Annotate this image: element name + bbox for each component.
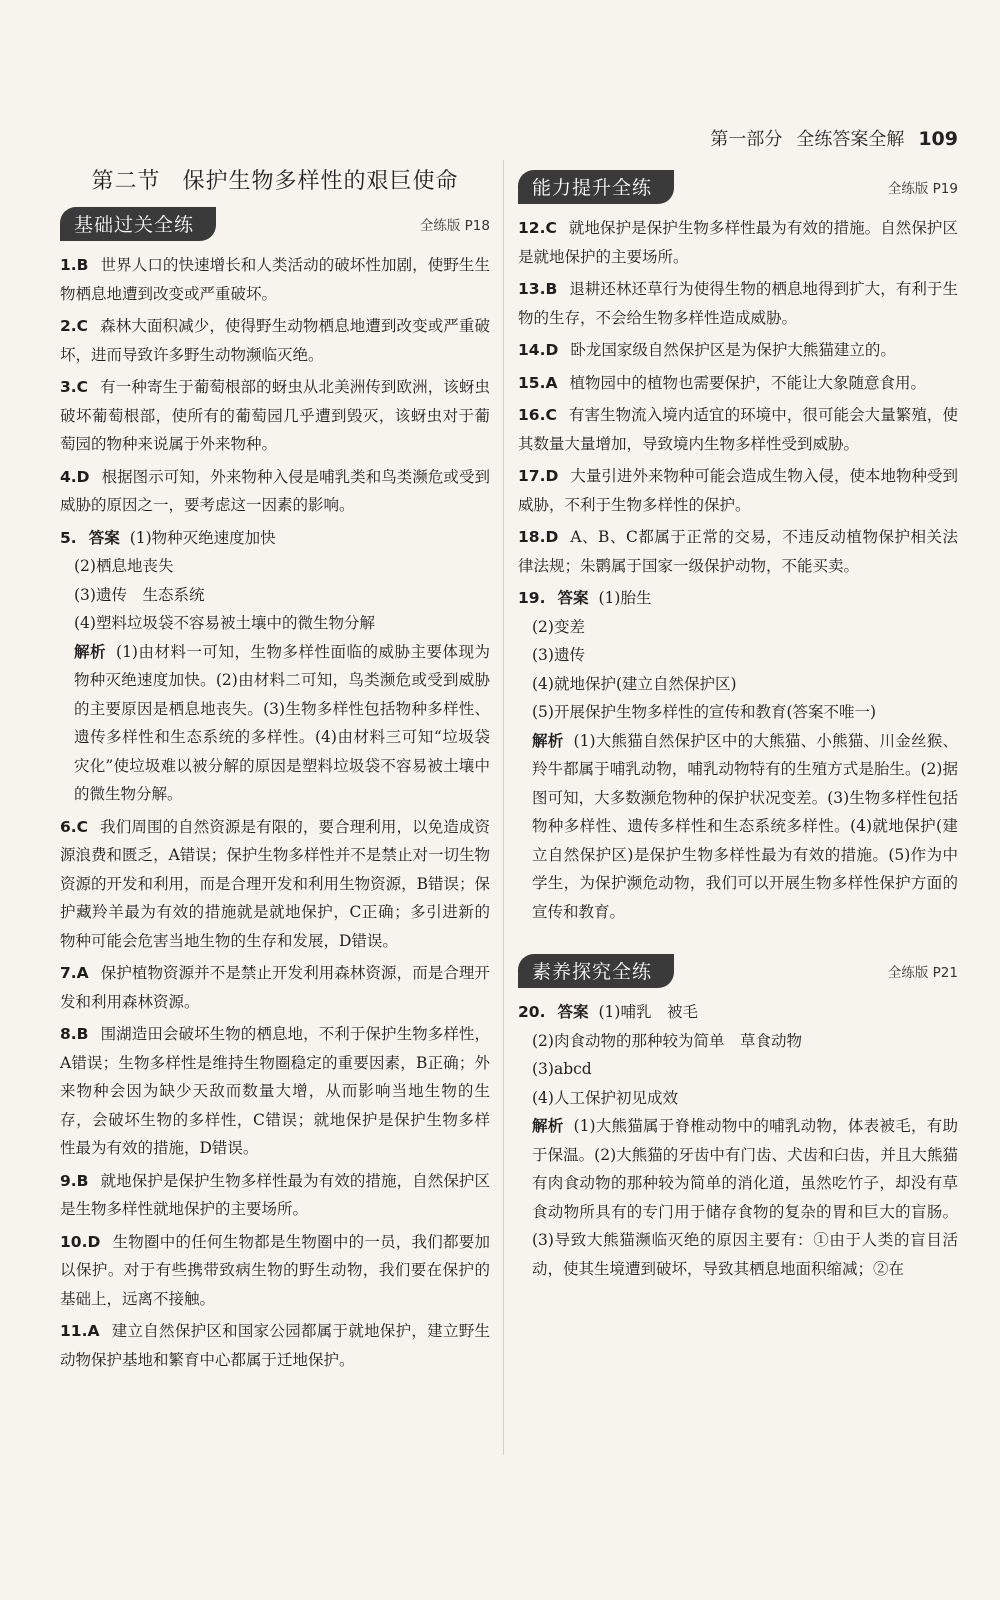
right-column bbox=[518, 158, 958, 1287]
analysis-label: 解析 bbox=[74, 642, 107, 661]
answer-text: 围湖造田会破坏生物的栖息地，不利于保护生物多样性，A错误；生物多样性是维持生物圈稳定的重要因素，B正确；外来物种会因为缺少天敌而数量大增，从而影响当地生物的生存，会破坏生物的多样性，C错误；就地保护是保护生物多样性最为有效的措施，D错误。 bbox=[60, 1025, 490, 1157]
answer-text: 生物圈中的任何生物都是生物圈中的一员，我们都要加以保护。对于有些携带致病生物的野生动物，我们要在保护的基础上，远离不接触。 bbox=[60, 1232, 490, 1308]
answer-item-12 bbox=[518, 214, 958, 271]
answer-number: 3.C bbox=[60, 378, 89, 396]
answer-text: 建立自然保护区和国家公园都属于就地保护，建立野生动物保护基地和繁育中心都属于迁地保护。 bbox=[60, 1322, 490, 1369]
basic-version: 全练版 P18 bbox=[419, 218, 490, 234]
answer-label: 答案 bbox=[557, 1003, 589, 1021]
answer-number: 14.D bbox=[518, 341, 559, 359]
answer-text: 根据图示可知，外来物种入侵是哺乳类和鸟类濒危或受到威胁的原因之一，要考虑这一因素的影响。 bbox=[60, 467, 490, 514]
answer-item-2 bbox=[60, 312, 490, 369]
answer-item-6 bbox=[60, 813, 490, 956]
answer-number: 20. bbox=[518, 1003, 546, 1021]
running-head bbox=[710, 125, 958, 151]
answer-part-1: (1)物种灭绝速度加快 bbox=[129, 528, 276, 547]
answer-number: 19. bbox=[518, 589, 546, 607]
answer-item-13 bbox=[518, 275, 958, 332]
answer-text: 大量引进外来物种可能会造成生物入侵，使本地物种受到威胁，不利于生物多样性的保护。 bbox=[518, 467, 958, 514]
answer-item-20 bbox=[518, 998, 958, 1283]
answer-part-2: (2)肉食动物的那种较为简单 草食动物 bbox=[532, 1031, 802, 1050]
answer-item-14 bbox=[518, 336, 958, 365]
answer-part-5: (5)开展保护生物多样性的宣传和教育(答案不唯一) bbox=[532, 703, 877, 721]
basic-banner bbox=[60, 207, 490, 241]
analysis-text: (1)大熊猫自然保护区中的大熊猫、小熊猫、川金丝猴、羚牛都属于哺乳动物，哺乳动物特有的生殖方式是胎生。(2)据图可知，大多数濒危物种的保护状况变差。(3)生物多样性包括物种多样性、遗传多样性和生态系统多样性。(4)就地保护(建立自然保护区)是保护生物多样性最为有效的措施。(5)作为中学生，为保护濒危动物，我们可以开展生物多样性保护方面的宣传和教育。 bbox=[532, 731, 958, 921]
answer-text: 保护植物资源并不是禁止开发利用森林资源，而是合理开发和利用森林资源。 bbox=[60, 964, 490, 1011]
answer-number: 9.B bbox=[60, 1171, 89, 1190]
answer-number: 4.D bbox=[60, 467, 90, 486]
book-title: 全练答案全解 bbox=[796, 129, 905, 150]
answer-number: 13.B bbox=[518, 280, 558, 298]
section-number: 第二节 bbox=[91, 169, 161, 194]
analysis-block bbox=[518, 727, 958, 927]
answer-number: 6.C bbox=[60, 817, 89, 836]
answer-text: 有一种寄生于葡萄根部的蚜虫从北美洲传到欧洲，该蚜虫破坏葡萄根部，使所有的葡萄园几乎遭到毁灭，该蚜虫对于葡萄园的物种来说属于外来物种。 bbox=[60, 378, 490, 453]
answer-text: 植物园中的植物也需要保护，不能让大象随意食用。 bbox=[569, 373, 926, 392]
answer-item-18 bbox=[518, 523, 958, 580]
spacer bbox=[518, 930, 958, 950]
answer-part-3: (3)abcd bbox=[532, 1060, 592, 1078]
answer-part-2: (2)栖息地丧失 bbox=[74, 557, 174, 575]
answer-text: 有害生物流入境内适宜的环境中，很可能会大量繁殖，使其数量大量增加，导致境内生物多样性受到威胁。 bbox=[518, 406, 958, 453]
answer-text: 世界人口的快速增长和人类活动的破坏性加剧，使野生生物栖息地遭到改变或严重破坏。 bbox=[60, 256, 490, 303]
answer-label: 答案 bbox=[88, 528, 120, 547]
page-number: 109 bbox=[918, 128, 958, 150]
answer-part-4: (4)就地保护(建立自然保护区) bbox=[532, 674, 737, 693]
answer-item-9 bbox=[60, 1167, 490, 1224]
answer-number: 12.C bbox=[518, 219, 557, 237]
answer-number: 1.B bbox=[60, 256, 89, 274]
answer-number: 18.D bbox=[518, 528, 559, 546]
answer-item-15 bbox=[518, 369, 958, 398]
section-title bbox=[60, 164, 490, 195]
analysis-label: 解析 bbox=[532, 1117, 564, 1135]
answer-number: 7.A bbox=[60, 964, 89, 982]
analysis-text: (1)由材料一可知，生物多样性面临的威胁主要体现为物种灭绝速度加快。(2)由材料二可知，鸟类濒危或受到威胁的主要原因是栖息地丧失。(3)生物多样性包括物种多样性、遗传多样性和生态系统的多样性。(4)由材料三可知“垃圾袋灾化”使垃圾难以被分解的原因是塑料垃圾袋不容易被土壤中的微生物分解。 bbox=[74, 642, 490, 803]
section-name: 保护生物多样性的艰巨使命 bbox=[182, 169, 459, 194]
answer-item-17 bbox=[518, 462, 958, 519]
answer-item-1 bbox=[60, 251, 490, 308]
analysis-block bbox=[60, 638, 490, 809]
answer-part-1: (1)胎生 bbox=[598, 589, 652, 607]
answer-part-3: (3)遗传 生态系统 bbox=[74, 585, 205, 604]
analysis-block bbox=[518, 1112, 958, 1283]
analysis-label: 解析 bbox=[532, 731, 564, 750]
answer-text: A、B、C都属于正常的交易，不违反动植物保护相关法律法规；朱鹮属于国家一级保护动物，不能买卖。 bbox=[518, 528, 958, 575]
answer-item-3 bbox=[60, 373, 490, 459]
literacy-banner bbox=[518, 954, 958, 988]
answer-number: 10.D bbox=[60, 1232, 101, 1251]
answer-item-10 bbox=[60, 1228, 490, 1314]
literacy-tag: 素养探究全练 bbox=[518, 954, 674, 988]
answer-number: 11.A bbox=[60, 1322, 100, 1340]
answer-item-4 bbox=[60, 463, 490, 520]
analysis-text: (1)大熊猫属于脊椎动物中的哺乳动物，体表被毛，有助于保温。(2)大熊猫的牙齿中有门齿、犬齿和臼齿，并且大熊猫有肉食动物的那种较为简单的消化道，虽然吃竹子，却没有草食动物所具有的专门用于储存食物的复杂的胃和巨大的盲肠。(3)导致大熊猫濒临灭绝的原因主要有：①由于人类的盲目活动，使其生境遭到破坏，导致其栖息地面积缩减；②在 bbox=[532, 1117, 958, 1278]
column-divider bbox=[503, 160, 504, 1455]
answer-part-4: (4)塑料垃圾袋不容易被土壤中的微生物分解 bbox=[74, 614, 375, 632]
answer-part-1: (1)哺乳 被毛 bbox=[598, 1003, 698, 1021]
answer-text: 就地保护是保护生物多样性最为有效的措施，自然保护区是生物多样性就地保护的主要场所。 bbox=[60, 1171, 490, 1218]
basic-tag: 基础过关全练 bbox=[60, 207, 216, 241]
ability-banner bbox=[518, 170, 958, 204]
literacy-version: 全练版 P21 bbox=[887, 965, 958, 981]
answer-number: 5. bbox=[60, 528, 77, 547]
answer-number: 2.C bbox=[60, 317, 89, 335]
ability-tag: 能力提升全练 bbox=[518, 170, 674, 204]
answer-number: 15.A bbox=[518, 373, 558, 392]
answer-item-5 bbox=[60, 524, 490, 809]
answer-item-19 bbox=[518, 584, 958, 926]
answer-text: 森林大面积减少，使得野生动物栖息地遭到改变或严重破坏，进而导致许多野生动物濒临灭绝。 bbox=[60, 317, 490, 364]
answer-number: 17.D bbox=[518, 467, 559, 485]
answer-part-4: (4)人工保护初见成效 bbox=[532, 1088, 678, 1107]
answer-text: 就地保护是保护生物多样性最为有效的措施。自然保护区是就地保护的主要场所。 bbox=[518, 219, 958, 266]
answer-part-2: (2)变差 bbox=[532, 617, 585, 636]
part-label: 第一部分 bbox=[710, 129, 783, 150]
answer-text: 退耕还林还草行为使得生物的栖息地得到扩大，有利于生物的生存，不会给生物多样性造成威胁。 bbox=[518, 280, 958, 327]
answer-number: 8.B bbox=[60, 1025, 89, 1043]
answer-item-11 bbox=[60, 1317, 490, 1374]
left-column bbox=[60, 158, 490, 1378]
answer-text: 卧龙国家级自然保护区是为保护大熊猫建立的。 bbox=[570, 341, 896, 359]
answer-item-16 bbox=[518, 401, 958, 458]
ability-version: 全练版 P19 bbox=[887, 181, 958, 197]
answer-label: 答案 bbox=[557, 589, 589, 607]
answer-item-7 bbox=[60, 959, 490, 1016]
answer-item-8 bbox=[60, 1020, 490, 1163]
answer-text: 我们周围的自然资源是有限的，要合理利用，以免造成资源浪费和匮乏，A错误；保护生物多样性并不是禁止对一切生物资源的开发和利用，而是合理开发和利用生物资源，B错误；保护藏羚羊最为有效的措施就是就地保护，C正确；多引进新的物种可能会危害当地生物的生存和发展，D错误。 bbox=[60, 817, 490, 950]
answer-part-3: (3)遗传 bbox=[532, 646, 585, 664]
answer-number: 16.C bbox=[518, 406, 557, 424]
